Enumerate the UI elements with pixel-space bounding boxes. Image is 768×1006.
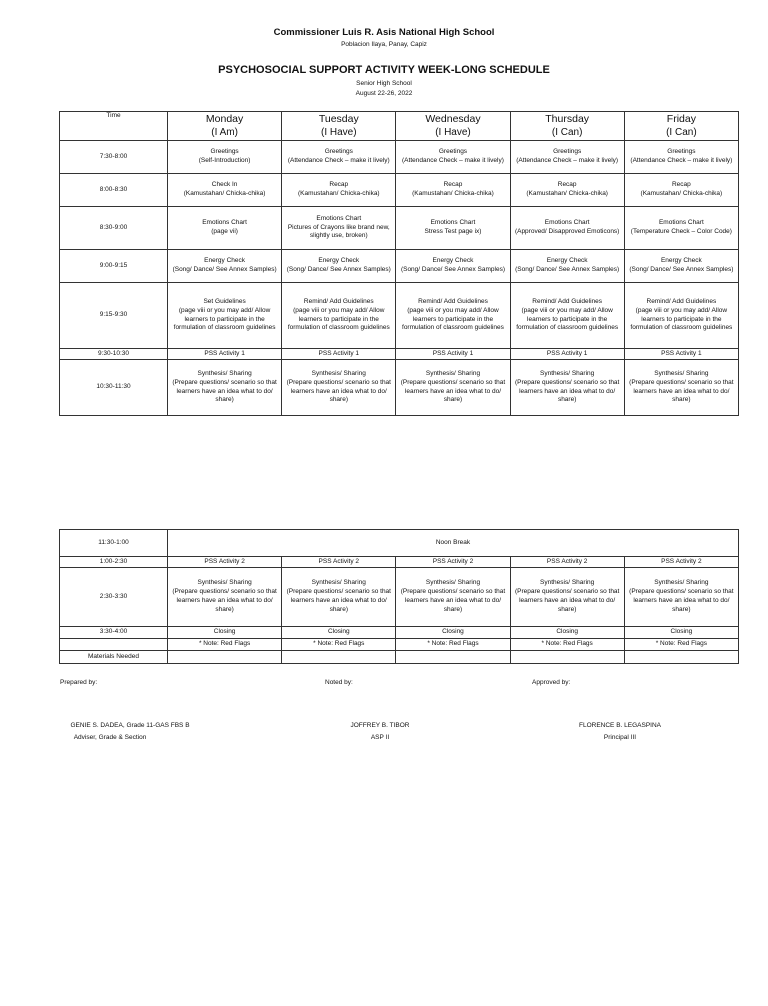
activity-cell [396,651,510,664]
activity-title: Recap [329,181,349,189]
activity-title: Greetings [438,148,468,156]
activity-title: Closing [213,628,236,636]
activity-title: PSS Activity 1 [204,349,245,357]
preparer-name: GENIE S. DADEA, Grade 11-GAS FBS B [70,722,190,729]
activity-detail: (page viii or you may add/ Allow learners to participate in the formulation of classroom guidelines [516,306,619,332]
activity-title: PSS Activity 1 [546,349,588,357]
time-cell [60,639,168,651]
activity-title: Recap [671,181,691,189]
activity-cell [396,250,510,283]
activity-title: * Note: Red Flags [655,640,708,648]
day-tag: (I Am) [211,126,238,138]
activity-detail: (page viii or you may add/ Allow learners to participate in the formulation of classroom guidelines [173,306,276,332]
time-cell: 2:30-3:30 [60,568,168,627]
activity-cell [396,207,510,250]
noted-by-label: Noted by: [325,679,353,686]
activity-detail: (Prepare questions/ scenario so that learners have an idea what to do/ share) [286,588,391,613]
day-header-thursday [510,112,624,141]
activity-title: Synthesis/ Sharing [425,369,481,377]
day-header-friday [624,112,738,141]
day-header-monday [168,112,282,141]
activity-cell [510,141,624,174]
table-row [60,250,739,283]
activity-detail: (Kamustahan/ Chicka-chika) [297,190,380,197]
activity-cell [168,639,282,651]
activity-detail: (Prepare questions/ scenario so that learners have an idea what to do/ share) [400,588,506,613]
activity-title: * Note: Red Flags [313,640,365,648]
time-cell: 1:00-2:30 [60,557,168,568]
activity-cell [510,207,624,250]
activity-detail: (Prepare questions/ scenario so that learners have an idea what to do/ share) [400,378,506,404]
activity-detail: (Song/ Dance/ See Annex Samples) [515,266,620,273]
activity-cell [624,627,738,639]
activity-cell [510,360,624,416]
activity-title: Synthesis/ Sharing [311,579,366,587]
activity-title: PSS Activity 2 [204,557,245,565]
activity-title: Synthesis/ Sharing [197,369,252,377]
activity-cell [624,639,738,651]
day-header-tuesday [282,112,396,141]
activity-cell [624,349,738,360]
activity-detail: (Temperature Check – Color Code) [630,228,732,235]
activity-cell [168,141,282,174]
activity-detail: (Kamustahan/ Chicka-chika) [640,190,723,197]
activity-cell [168,360,282,416]
noter-role: ASP II [370,734,390,741]
activity-title: Synthesis/ Sharing [425,579,481,587]
noon-break-cell: Noon Break [168,530,739,557]
activity-title: Recap [557,181,577,189]
activity-detail: (Song/ Dance/ See Annex Samples) [286,266,391,273]
activity-title: * Note: Red Flags [198,640,251,648]
activity-cell [168,250,282,283]
table-row [60,207,739,250]
activity-title: Synthesis/ Sharing [197,579,252,587]
activity-cell [396,141,510,174]
table-row [60,174,739,207]
activity-detail: (Prepare questions/ scenario so that learners have an idea what to do/ share) [286,378,391,404]
activity-title: Greetings [210,148,239,156]
activity-detail: (Attendance Check – make it lively) [630,157,733,164]
activity-cell [282,360,396,416]
activity-title: Emotions Chart [202,219,247,227]
activity-title: PSS Activity 1 [661,349,702,357]
approved-by-label: Approved by: [532,679,571,686]
activity-title: Energy Check [660,257,702,265]
approver-name: FLORENCE B. LEGASPINA [579,722,661,729]
school-address: Poblacion Ilaya, Panay, Capiz [341,41,427,48]
activity-cell [168,651,282,664]
activity-detail: (Kamustahan/ Chicka-chika) [183,190,266,197]
activity-cell [624,207,738,250]
activity-cell [282,639,396,651]
time-cell: 3:30-4:00 [60,627,168,639]
activity-title: Energy Check [546,257,588,265]
activity-title: Remind/ Add Guidelines [646,297,717,305]
activity-cell [282,627,396,639]
table-row [60,639,739,651]
time-cell: 8:00-8:30 [60,174,168,207]
activity-cell [168,568,282,627]
table-row [60,360,739,416]
activity-cell [510,651,624,664]
day-name: Tuesday [318,113,359,126]
activity-cell [282,568,396,627]
activity-cell [168,283,282,349]
activity-detail: (Song/ Dance/ See Annex Samples) [172,266,277,273]
activity-title: Remind/ Add Guidelines [532,297,603,305]
activity-detail: (Attendance Check – make it lively) [402,157,504,164]
activity-detail: (Prepare questions/ scenario so that learners have an idea what to do/ share) [172,588,277,613]
activity-cell [510,283,624,349]
activity-title: Energy Check [204,257,245,265]
activity-cell [624,360,738,416]
activity-title: Synthesis/ Sharing [540,369,595,377]
activity-title: PSS Activity 2 [661,557,702,565]
activity-cell [396,639,510,651]
activity-title: Emotions Chart [430,219,476,227]
activity-title: Closing [327,628,350,636]
school-name: Commissioner Luis R. Asis National High School [273,27,495,38]
day-name: Wednesday [425,113,481,126]
afternoon-schedule-table [59,529,739,664]
activity-cell [168,557,282,568]
activity-title: Check In [211,181,238,189]
activity-detail: (Attendance Check – make it lively) [287,157,390,164]
activity-cell [168,627,282,639]
time-cell: 10:30-11:30 [60,360,168,416]
activity-cell [282,651,396,664]
activity-title: Closing [442,628,464,636]
activity-cell [282,557,396,568]
activity-title: PSS Activity 2 [432,557,474,565]
activity-cell [396,627,510,639]
table-row [60,627,739,639]
prepared-by-label: Prepared by: [60,679,98,686]
approver-role: Principal III [603,734,637,741]
activity-cell [168,349,282,360]
activity-cell [168,174,282,207]
activity-cell [510,349,624,360]
activity-cell [396,568,510,627]
time-cell: 7:30-8:00 [60,141,168,174]
activity-detail: (Song/ Dance/ See Annex Samples) [400,266,505,273]
activity-title: Emotions Chart [316,214,362,222]
schedule-dates: August 22-26, 2022 [355,90,413,97]
activity-title: Synthesis/ Sharing [654,579,709,587]
activity-cell [396,174,510,207]
activity-cell [282,207,396,250]
day-tag: (I Can) [551,126,583,138]
activity-title: * Note: Red Flags [427,640,479,648]
activity-cell [396,283,510,349]
activity-title: Greetings [667,148,696,156]
activity-cell [510,250,624,283]
activity-detail: (Kamustahan/ Chicka-chika) [526,190,608,197]
activity-cell [510,557,624,568]
activity-title: PSS Activity 1 [432,349,474,357]
morning-schedule-table [59,111,739,416]
table-row [60,651,739,664]
activity-title: Synthesis/ Sharing [540,579,595,587]
time-cell: 9:30-10:30 [60,349,168,360]
activity-title: * Note: Red Flags [541,640,593,648]
header-row [60,112,739,141]
day-tag: (I Have) [435,126,471,138]
activity-detail: (Kamustahan/ Chicka-chika) [412,190,494,197]
activity-title: Recap [443,181,463,189]
activity-cell [624,557,738,568]
activity-cell [396,349,510,360]
activity-cell [396,557,510,568]
activity-detail: (Prepare questions/ scenario so that learners have an idea what to do/ share) [629,588,734,613]
document-title: PSYCHOSOCIAL SUPPORT ACTIVITY WEEK-LONG SCHEDULE [218,64,550,76]
activity-cell [624,174,738,207]
noter-name: JOFFREY B. TIBOR [350,722,410,729]
activity-detail: (Self-Introduction) [198,157,251,164]
time-cell: Materials Needed [60,651,168,664]
day-name: Friday [666,113,696,126]
day-header-wednesday [396,112,510,141]
activity-cell [624,250,738,283]
time-cell: 9:15-9:30 [60,283,168,349]
table-row [60,283,739,349]
activity-title: Energy Check [432,257,474,265]
day-tag: (I Can) [666,126,697,138]
activity-cell [510,174,624,207]
activity-title: Synthesis/ Sharing [654,369,709,377]
activity-cell [282,250,396,283]
activity-cell [282,349,396,360]
table-row [60,568,739,627]
day-name: Monday [205,113,244,126]
activity-title: Remind/ Add Guidelines [418,297,488,305]
activity-title: Emotions Chart [658,219,704,227]
activity-detail: (page vii) [211,228,238,235]
activity-title: Closing [556,628,578,636]
activity-detail: (Song/ Dance/ See Annex Samples) [629,266,734,273]
activity-detail: Stress Test page ix) [424,228,482,235]
activity-detail: (Prepare questions/ scenario so that learners have an idea what to do/ share) [514,588,620,613]
activity-cell [624,568,738,627]
noon-break-row [60,530,739,557]
activity-detail: (Prepare questions/ scenario so that learners have an idea what to do/ share) [629,378,734,404]
school-level: Senior High School [356,80,412,87]
activity-cell [282,141,396,174]
activity-title: Energy Check [318,257,360,265]
activity-cell [510,568,624,627]
activity-title: Emotions Chart [544,219,590,227]
day-name: Thursday [545,113,590,126]
activity-title: Greetings [324,148,353,156]
activity-detail: (Attendance Check – make it lively) [516,157,619,164]
activity-detail: (page viii or you may add/ Allow learners to participate in the formulation of classroom guidelines [287,306,390,332]
activity-cell [168,207,282,250]
time-cell: 9:00-9:15 [60,250,168,283]
preparer-role: Adviser, Grade & Section [73,734,147,741]
activity-detail: (Prepare questions/ scenario so that learners have an idea what to do/ share) [172,378,277,404]
activity-title: Set Guidelines [203,297,246,305]
time-cell: 8:30-9:00 [60,207,168,250]
activity-cell [510,639,624,651]
activity-cell [624,283,738,349]
activity-title: PSS Activity 2 [318,557,360,565]
activity-detail: (Prepare questions/ scenario so that learners have an idea what to do/ share) [514,378,620,404]
activity-cell [510,627,624,639]
activity-title: Greetings [553,148,582,156]
activity-cell [282,174,396,207]
table-row [60,141,739,174]
table-row [60,557,739,568]
activity-detail: (page viii or you may add/ Allow learners to participate in the formulation of classroom guidelines [402,306,504,332]
activity-cell [282,283,396,349]
activity-title: Synthesis/ Sharing [311,369,366,377]
table-row [60,349,739,360]
activity-title: PSS Activity 2 [546,557,588,565]
activity-cell [624,141,738,174]
activity-title: Closing [670,628,693,636]
activity-cell [624,651,738,664]
activity-detail: (Approved/ Disapproved Emoticons) [514,228,620,235]
time-cell: 11:30-1:00 [60,530,168,557]
day-tag: (I Have) [321,126,357,138]
activity-cell [396,360,510,416]
activity-detail: (page viii or you may add/ Allow learners to participate in the formulation of classroom guidelines [630,306,733,332]
activity-title: PSS Activity 1 [318,349,360,357]
activity-detail: Pictures of Crayons like brand new, slightly use, broken) [287,223,390,240]
activity-title: Remind/ Add Guidelines [303,297,374,305]
time-header: Time [60,112,168,141]
